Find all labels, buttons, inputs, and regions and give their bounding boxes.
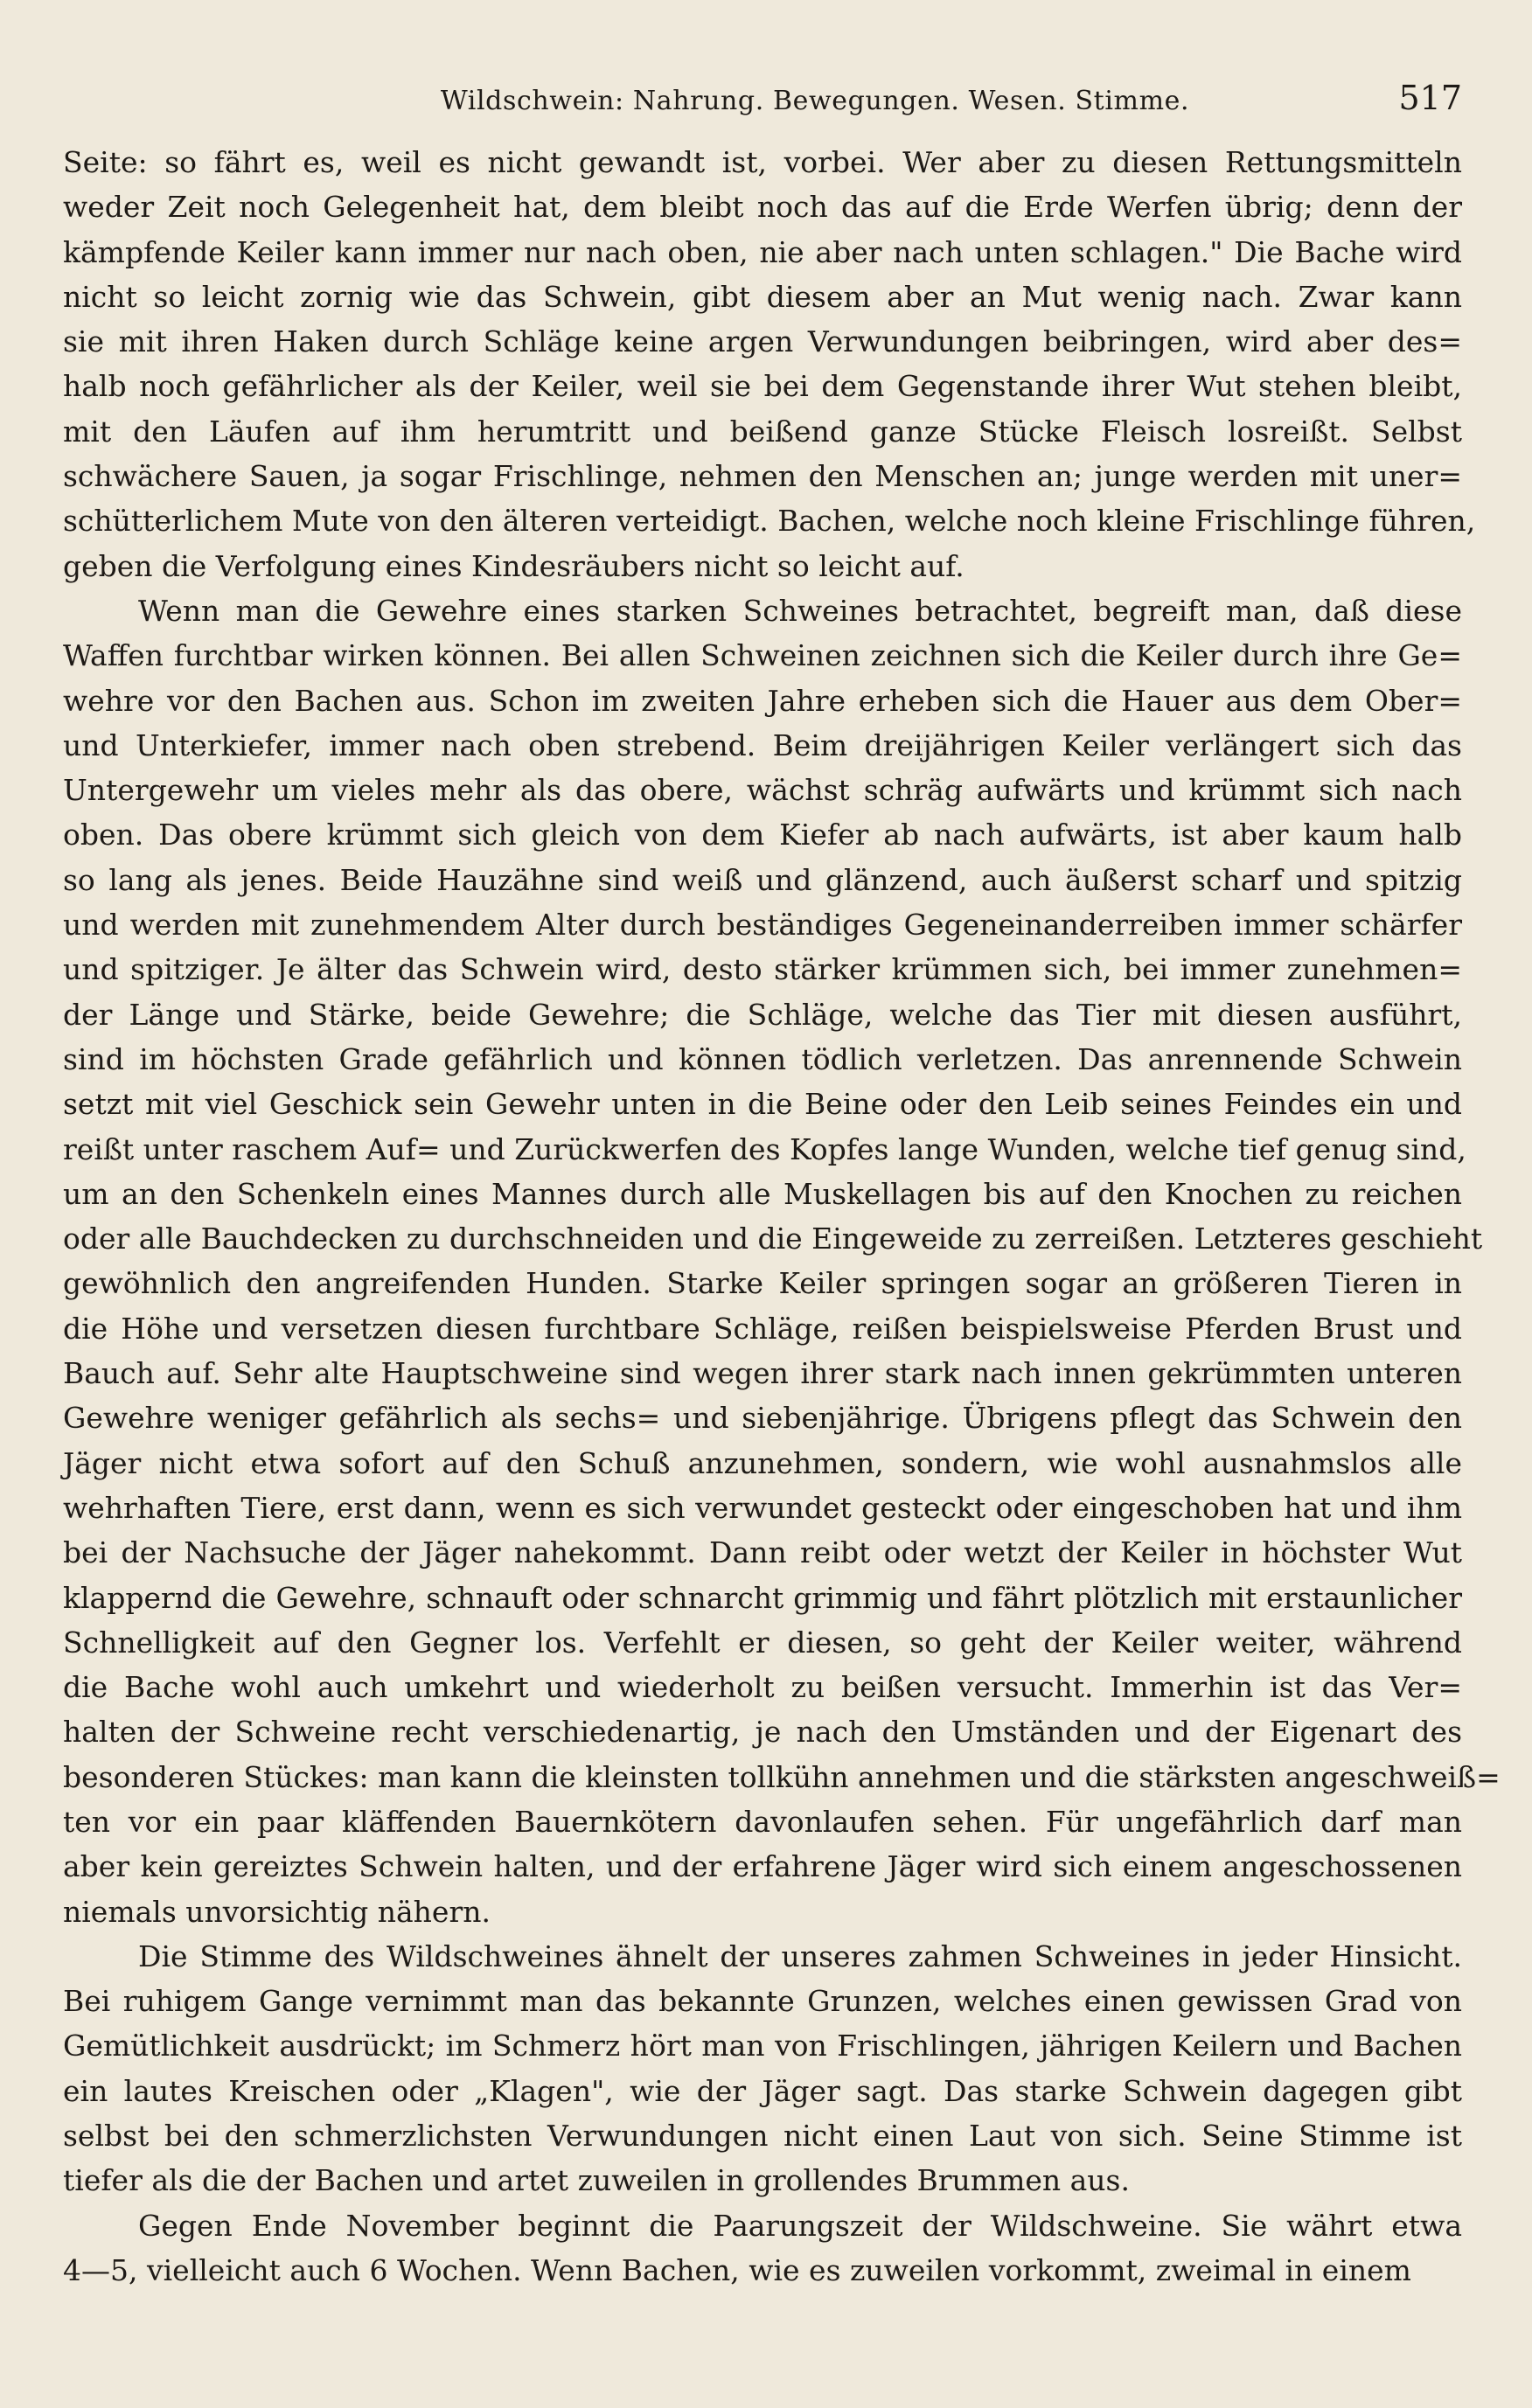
text-line: nicht so leicht zornig wie das Schwein, gibt diesem aber an Mut wenig nach. Zwar kann [63,279,1462,314]
text-line: Bei ruhigem Gange vernimmt man das bekannte Grunzen, welches einen gewissen Grad von [63,1984,1462,2019]
text-line: niemals unvorsichtig nähern. [63,1894,491,1929]
text-line: setzt mit viel Geschick sein Gewehr unten in die Beine oder den Leib seines Feindes ein und [63,1087,1462,1122]
text-line: klappernd die Gewehre, schnauft oder schnarcht grimmig und fährt plötzlich mit erstaunlicher [63,1580,1462,1615]
text-line: gewöhnlich den angreifenden Hunden. Starke Keiler springen sogar an größeren Tieren in [63,1266,1462,1301]
text-line: tiefer als die der Bachen und artet zuweilen in grollendes Brummen aus. [63,2163,1130,2198]
text-line: und spitziger. Je älter das Schwein wird, desto stärker krümmen sich, bei immer zunehmen= [63,952,1462,987]
text-line: weder Zeit noch Gelegenheit hat, dem bleibt noch das auf die Erde Werfen übrig; denn der [63,190,1462,225]
text-line: reißt unter raschem Auf= und Zurückwerfen des Kopfes lange Wunden, welche tief genug sind, [63,1131,1466,1166]
text-line: Bauch auf. Sehr alte Hauptschweine sind wegen ihrer stark nach innen gekrümmten unteren [63,1356,1462,1391]
text-line: Wenn man die Gewehre eines starken Schweines betrachtet, begreift man, daß diese [138,593,1462,628]
text-line: wehre vor den Bachen aus. Schon im zweiten Jahre erheben sich die Hauer aus dem Ober= [63,683,1462,718]
text-line: Gewehre weniger gefährlich als sechs= und siebenjährige. Übrigens pflegt das Schwein den [63,1401,1462,1436]
text-line: Jäger nicht etwa sofort auf den Schuß anzunehmen, sondern, wie wohl ausnahmslos alle [63,1445,1462,1480]
text-line: sie mit ihren Haken durch Schläge keine argen Verwundungen beibringen, wird aber des= [63,324,1462,359]
text-line: ein lautes Kreischen oder „Klagen", wie der Jäger sagt. Das starke Schwein dagegen gibt [63,2073,1462,2108]
text-line: schwächere Sauen, ja sogar Frischlinge, nehmen den Menschen an; junge werden mit uner= [63,459,1462,494]
paragraph [63,140,1476,588]
text-line: mit den Läufen auf ihm herumtritt und beißend ganze Stücke Fleisch losreißt. Selbst [63,414,1462,449]
text-line: und werden mit zunehmendem Alter durch beständiges Gegeneinanderreiben immer schärfer [63,908,1462,943]
text-line: Waffen furchtbar wirken können. Bei allen Schweinen zeichnen sich die Keiler durch ihre Ge= [63,638,1462,673]
text-line: die Höhe und versetzen diesen furchtbare Schläge, reißen beispielsweise Pferden Brust und [63,1311,1462,1346]
text-line: Seite: so fährt es, weil es nicht gewandt ist, vorbei. Wer aber zu diesen Rettungsmitteln [63,145,1462,179]
body-text [63,140,1501,2293]
text-line: aber kein gereiztes Schwein halten, und der erfahrene Jäger wird sich einem angeschossenen [63,1849,1462,1884]
text-line: oben. Das obere krümmt sich gleich von dem Kiefer ab nach aufwärts, ist aber kaum halb [63,818,1462,853]
text-line: selbst bei den schmerzlichsten Verwundungen nicht einen Laut von sich. Seine Stimme ist [63,2119,1462,2154]
text-line: die Bache wohl auch umkehrt und wiederholt zu beißen versucht. Immerhin ist das Ver= [63,1670,1462,1705]
text-line: so lang als jenes. Beide Hauzähne sind weiß und glänzend, auch äußerst scharf und spitzig [63,862,1462,897]
running-head: Wildschwein: Nahrung. Bewegungen. Wesen. Stimme. [440,86,1190,116]
text-line: 4—5, vielleicht auch 6 Wochen. Wenn Bachen, wie es zuweilen vorkommt, zweimal in einem [63,2252,1411,2287]
text-line: bei der Nachsuche der Jäger nahekommt. Dann reibt oder wetzt der Keiler in höchster Wut [63,1535,1462,1570]
text-line: ten vor ein paar kläffenden Bauernkötern davonlaufen sehen. Für ungefährlich darf man [63,1804,1462,1839]
paragraph [63,2203,1462,2293]
text-line: sind im höchsten Grade gefährlich und können tödlich verletzen. Das anrennende Schwein [63,1041,1462,1076]
text-line: Schnelligkeit auf den Gegner los. Verfehlt er diesen, so geht der Keiler weiter, während [63,1625,1462,1660]
text-line: kämpfende Keiler kann immer nur nach oben, nie aber nach unten schlagen." Die Bache wird [63,234,1462,269]
text-line: Gemütlichkeit ausdrückt; im Schmerz hört man von Frischlingen, jährigen Keilern und Bachen [63,2029,1462,2064]
text-line: schütterlichem Mute von den älteren verteidigt. Bachen, welche noch kleine Frischlinge führen, [63,504,1476,539]
text-line: um an den Schenkeln eines Mannes durch alle Muskellagen bis auf den Knochen zu reichen [63,1176,1462,1211]
text-line: besonderen Stückes: man kann die kleinsten tollkühn annehmen und die stärksten angeschweiß= [63,1759,1501,1794]
text-line: der Länge und Stärke, beide Gewehre; die Schläge, welche das Tier mit diesen ausführt, [63,997,1462,1032]
text-line: und Unterkiefer, immer nach oben strebend. Beim dreijährigen Keiler verlängert sich das [63,727,1462,762]
text-line: oder alle Bauchdecken zu durchschneiden und die Eingeweide zu zerreißen. Letzteres geschieht [63,1221,1483,1256]
paragraph [63,1934,1462,2203]
text-line: Gegen Ende November beginnt die Paarungszeit der Wildschweine. Sie währt etwa [138,2208,1462,2243]
paragraph [63,588,1501,1934]
text-line: geben die Verfolgung eines Kindesräubers nicht so leicht auf. [63,548,964,583]
text-line: halb noch gefährlicher als der Keiler, weil sie bei dem Gegenstande ihrer Wut stehen bleibt, [63,369,1462,404]
text-line: halten der Schweine recht verschiedenartig, je nach den Umständen und der Eigenart des [63,1715,1462,1750]
page-header [63,79,1462,131]
text-line: Die Stimme des Wildschweines ähnelt der unseres zahmen Schweines in jeder Hinsicht. [138,1938,1462,1973]
page-number: 517 [1398,79,1462,117]
text-line: Untergewehr um vieles mehr als das obere, wächst schräg aufwärts und krümmt sich nach [63,773,1462,808]
text-line: wehrhaften Tiere, erst dann, wenn es sich verwundet gesteckt oder eingeschoben hat und ihm [63,1490,1462,1525]
